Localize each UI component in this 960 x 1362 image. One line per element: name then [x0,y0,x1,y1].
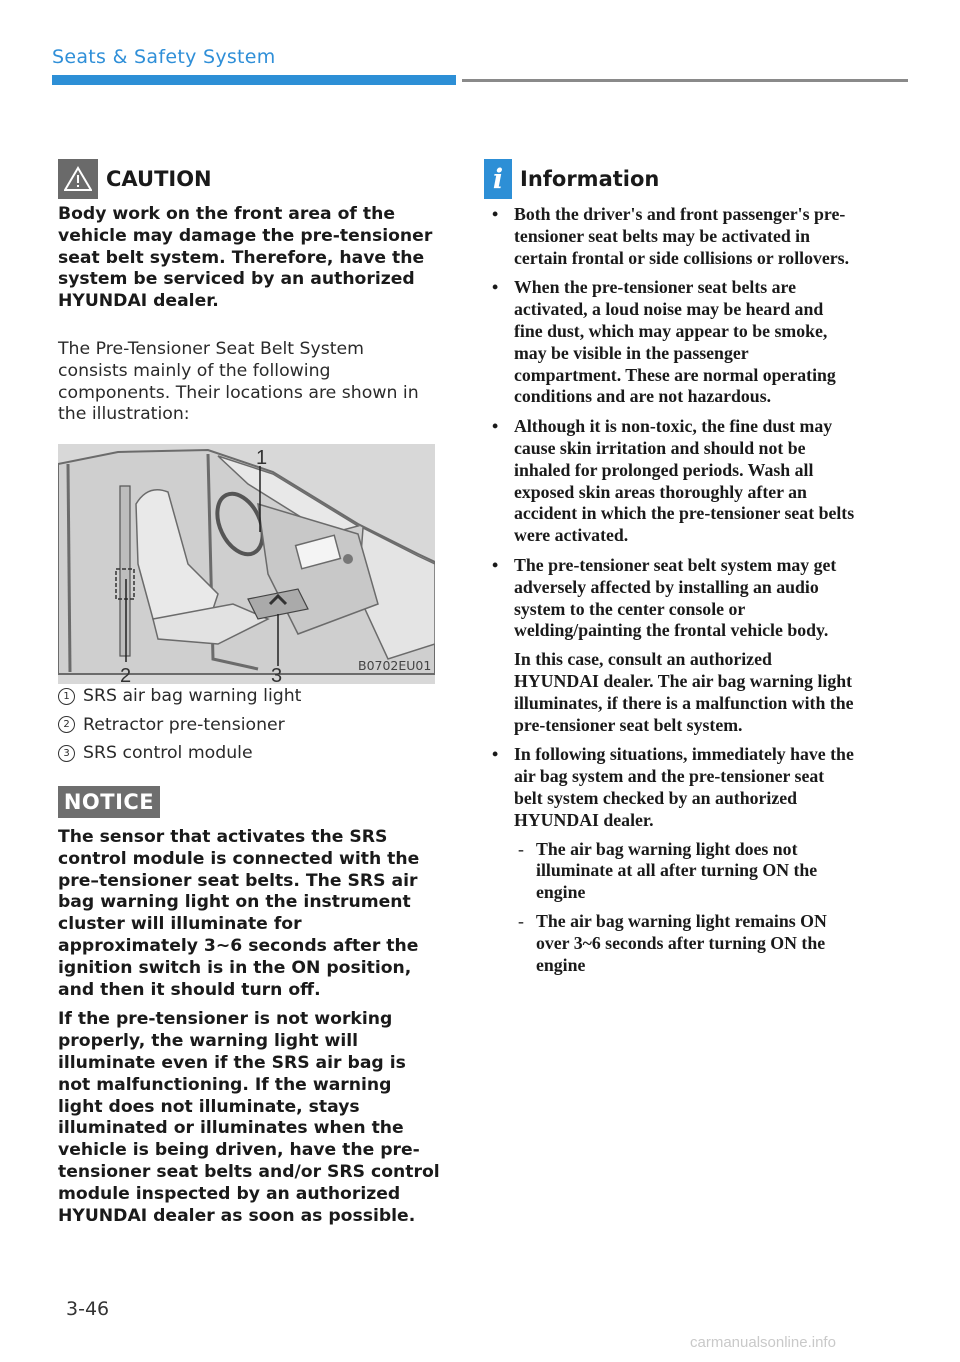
legend-number: 1 [58,688,75,705]
legend-number: 3 [58,745,75,762]
page-number: 3-46 [66,1298,110,1320]
caution-heading [58,158,438,200]
intro-paragraph: The Pre-Tensioner Seat Belt System consists mainly of the following components. Their locations are shown in the illustration: [58,338,419,425]
legend-item [58,711,438,740]
legend-label: Retractor pre-tensioner [83,714,285,735]
warning-triangle-icon [58,159,98,199]
information-title: Information [520,167,660,191]
callout-1: 1 [256,447,268,470]
left-column [58,158,438,684]
notice-paragraph: The sensor that activates the SRS control module is connected with the pre–tensioner seat belts. The SRS air bag warning light on the instrument cluster will illuminate for approximately 3~6 seconds after the ignition switch is in the ON position, and then it should turn off. [58,827,420,1000]
sub-list-item: - The air bag warning light does not illuminate at all after turning ON the engine [514,839,856,904]
caution-title: CAUTION [106,167,212,191]
information-list [484,204,856,976]
notice-badge: NOTICE [58,786,160,818]
list-item: • Although it is non-toxic, the fine dust may cause skin irritation and should not be inhaled for prolonged periods. Wash all exposed skin areas thoroughly after an accident in which the pre-tensioner seat belts were activated. [484,416,856,547]
sub-list [514,839,856,977]
list-item: • The pre-tensioner seat belt system may get adversely affected by installing an audio system to the center console or welding/painting the frontal vehicle body. In this case, consult an authorized HYUNDAI dealer. The air bag warning light illuminates, if there is a malfunction with the pre-tensioner seat belt system. [484,555,856,736]
car-interior-drawing [58,444,435,684]
header-bar-accent [52,75,456,85]
notice-text [58,827,440,1235]
legend-item [58,739,438,768]
caution-text: Body work on the front area of the vehicle may damage the pre-tensioner seat belt system. Therefore, have the system be serviced by an authorized HYUNDAI dealer. [58,204,433,312]
legend-label: SRS control module [83,743,253,764]
information-heading [484,158,856,200]
watermark-url: carmanualsonline.info [690,1334,836,1351]
sub-list-item: - The air bag warning light remains ON over 3~6 seconds after turning ON the engine [514,911,856,976]
list-item: • Both the driver's and front passenger's pre-tensioner seat belts may be activated in certain frontal or side collisions or rollovers. [484,204,856,269]
right-column [484,158,856,984]
info-icon: i [484,159,512,199]
legend-item [58,682,438,711]
legend-label: SRS air bag warning light [83,686,302,707]
header-bar-rule [462,79,908,82]
section-title: Seats & Safety System [52,46,276,68]
list-item: • When the pre-tensioner seat belts are activated, a loud noise may be heard and fine dust, which may appear to be smoke, may be visible in the passenger compartment. These are normal operating conditions and are not hazardous. [484,277,856,408]
figure-legend [58,682,438,768]
figure-code: B0702EU01 [358,658,432,673]
list-item-continuation: In this case, consult an authorized HYUNDAI dealer. The air bag warning light illuminates, if there is a malfunction with the pre-tensioner seat belt system. [514,649,854,735]
callout-2: 2 [120,665,132,685]
notice-paragraph: If the pre-tensioner is not working properly, the warning light will illuminate even if the SRS air bag is not malfunctioning. If the warning light does not illuminate, stays illuminated or illuminates when the vehicle is being driven, have the pre-tensioner seat belts and/or SRS control module inspected by an authorized HYUNDAI dealer as soon as possible. [58,1009,440,1226]
legend-number: 2 [58,716,75,733]
callout-3: 3 [271,665,283,685]
list-item: • In following situations, immediately have the air bag system and the pre-tensioner seat belt system checked by an authorized HYUNDAI dealer. - The air bag warning light does not illuminate at all after turning ON the engine - The air bag warning light remains ON over 3~6 seconds after turning ON the engine [484,744,856,976]
pretensioner-illustration [58,444,435,684]
